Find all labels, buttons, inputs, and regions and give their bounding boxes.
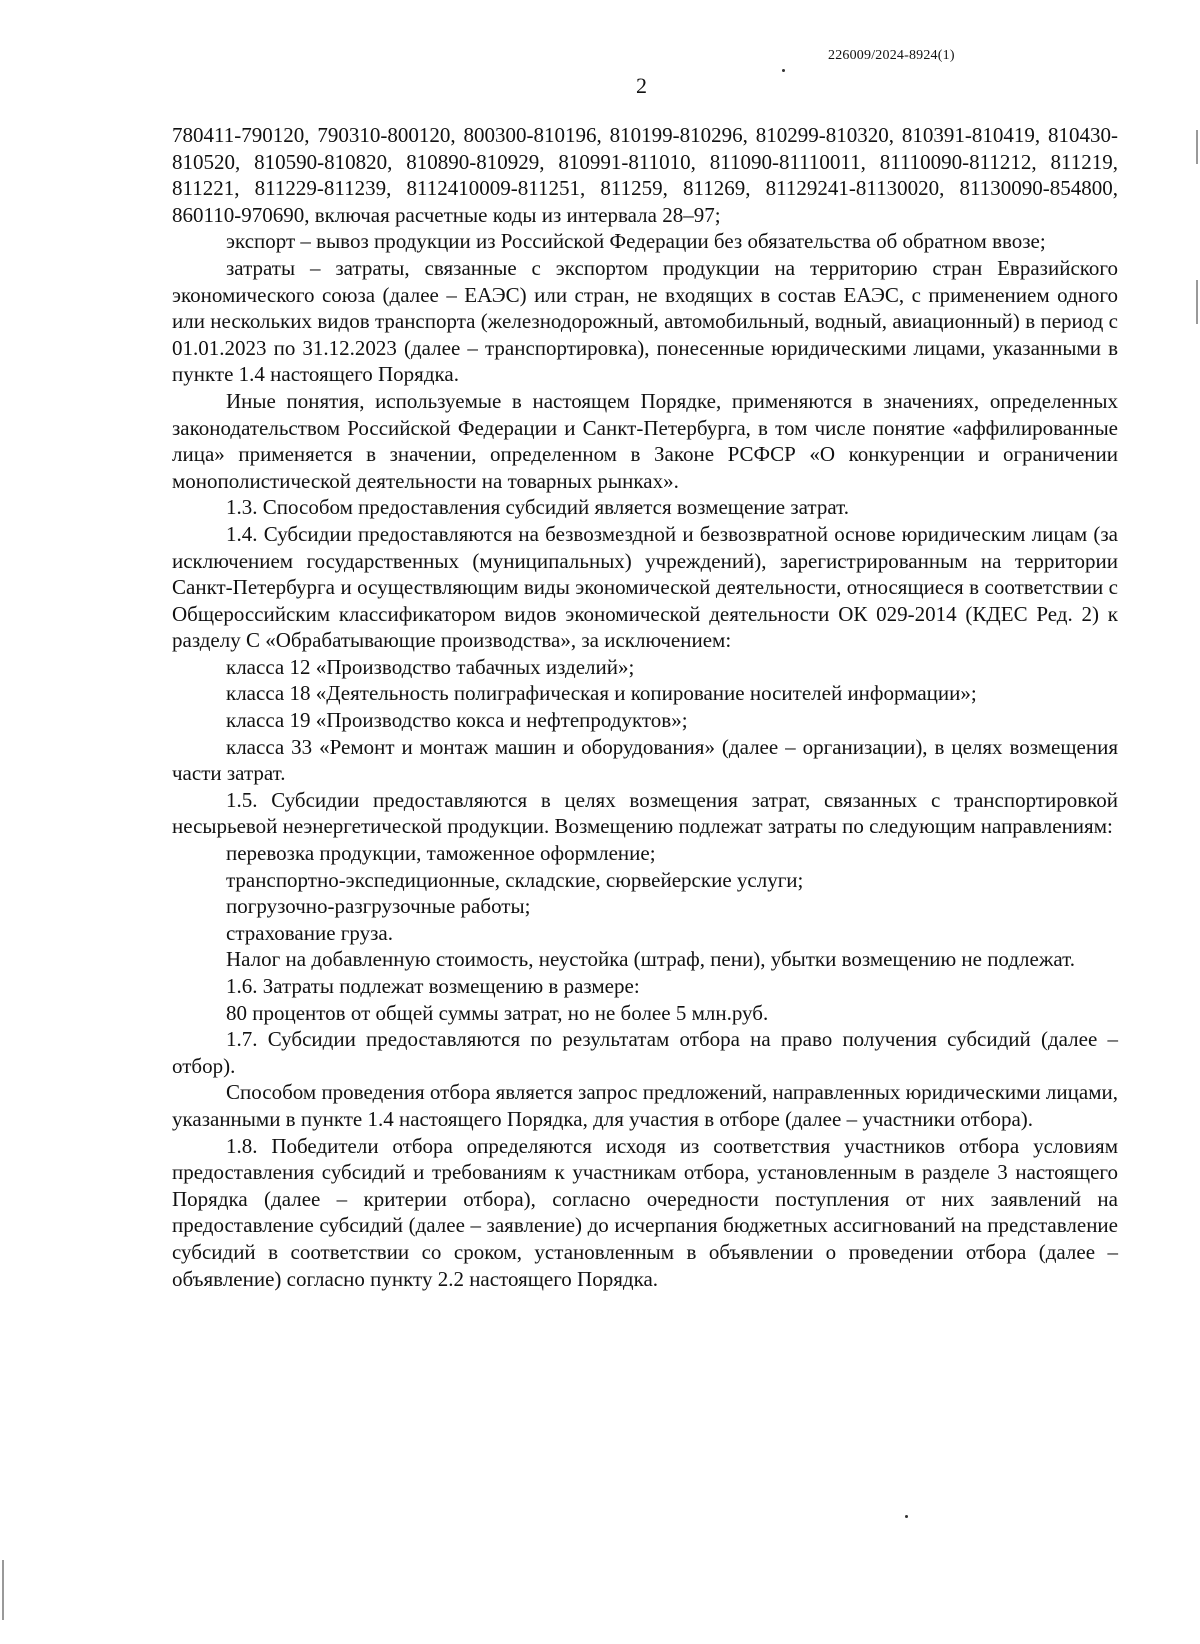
paragraph-other-terms: Иные понятия, используемые в настоящем Порядке, применяются в значениях, определенных законодательством Российской Федерации и Санкт-Петербурга, в том числе понятие «аффилированные лица» применяется в значении, определенном в Законе РСФСР «О конкуренции и ограничении монополистической деятельности на товарных рынках».: [172, 388, 1118, 493]
scan-speck: [905, 1515, 908, 1518]
list-item-class-12: класса 12 «Производство табачных изделий»;: [226, 654, 635, 679]
paragraph-selection-method: Способом проведения отбора является запрос предложений, направленных юридическими лицами, указанными в пункте 1.4 настоящего Порядка, для участия в отборе (далее – участники отбора).: [172, 1080, 1118, 1131]
paragraph-costs-definition: затраты – затраты, связанные с экспортом продукции на территорию стран Евразийского экономического союза (далее – ЕАЭС) или стран, не входящих в состав ЕАЭС, с применением одного или нескольких видов транспорта (железнодорожный, автомобильный, водный, авиационный) в период с 01.01.2023 по 31.12.2023 (далее – транспортировка), понесенные юридическими лицами, указанными в пункте 1.4 настоящего Порядка.: [172, 255, 1118, 387]
paragraph-1-8: 1.8. Победители отбора определяются исходя из соответствия участников отбора условиям предоставления субсидий и требованиям к участникам отбора, установленным в разделе 3 настоящего Порядка (далее – критерии отбора), согласно очередности поступления от них заявлений на предоставление субсидий (далее – заявление) до исчерпания бюджетных ассигнований на представление субсидий в соответствии со сроком, установленным в объявлении о проведении отбора (далее – объявление) согласно пункту 2.2 настоящего Порядка.: [172, 1133, 1118, 1291]
document-body: [172, 122, 1118, 1292]
list-item-forwarding: транспортно-экспедиционные, складские, сюрвейерские услуги;: [226, 867, 804, 892]
paragraph-vat: Налог на добавленную стоимость, неустойка (штраф, пени), убытки возмещению не подлежат.: [226, 947, 1075, 972]
paragraph-1-5: 1.5. Субсидии предоставляются в целях возмещения затрат, связанных с транспортировкой несырьевой неэнергетической продукции. Возмещению подлежат затраты по следующим направлениям:: [172, 787, 1118, 839]
list-item-loading: погрузочно-разгрузочные работы;: [226, 894, 531, 919]
paragraph-1-6: 1.6. Затраты подлежат возмещению в размере:: [226, 974, 640, 998]
scan-edge-mark: [1196, 130, 1198, 164]
list-item-class-19: класса 19 «Производство кокса и нефтепродуктов»;: [226, 708, 688, 733]
page-number: 2: [636, 73, 647, 98]
paragraph-code-list: 780411-790120, 790310-800120, 800300-810196, 810199-810296, 810299-810320, 810391-810419, 810430-810520, 810590-810820, 810890-810929, 810991-811010, 811090-81110011, 81110090-811212, 811219, 811221, 811229-811239, 8112410009-811251, 811259, 811269, 81129241-81130020, 81130090-854800, 860110-970690, включая расчетные коды из интервала 28–97;: [172, 123, 1118, 227]
scan-edge-mark: [1196, 280, 1198, 324]
paragraph-80-percent: 80 процентов от общей суммы затрат, но не более 5 млн.руб.: [226, 1000, 769, 1025]
list-item-class-33: класса 33 «Ремонт и монтаж машин и оборудования» (далее – организации), в целях возмещения части затрат.: [172, 734, 1118, 786]
paragraph-1-3: 1.3. Способом предоставления субсидий является возмещение затрат.: [226, 495, 849, 520]
document-registration-number: 226009/2024-8924(1): [828, 48, 955, 63]
scan-speck: [782, 69, 785, 72]
list-item-insurance: страхование груза.: [226, 920, 393, 945]
paragraph-1-7: 1.7. Субсидии предоставляются по результатам отбора на право получения субсидий (далее – отбор).: [172, 1027, 1118, 1078]
paragraph-1-4: 1.4. Субсидии предоставляются на безвозмездной и безвозвратной основе юридическим лицам (за исключением государственных (муниципальных) учреждений), зарегистрированным на территории Санкт-Петербурга и осуществляющим виды экономической деятельности, относящиеся в соответствии с Общероссийским классификатором видов экономической деятельности ОК 029-2014 (КДЕС Ред. 2) к разделу С «Обрабатывающие производства», за исключением:: [172, 521, 1118, 653]
paragraph-export-definition: экспорт – вывоз продукции из Российской Федерации без обязательства об обратном ввозе;: [226, 229, 1046, 254]
list-item-transport: перевозка продукции, таможенное оформление;: [226, 841, 656, 866]
scan-edge-mark: [2, 1560, 4, 1620]
list-item-class-18: класса 18 «Деятельность полиграфическая и копирование носителей информации»;: [226, 681, 977, 706]
